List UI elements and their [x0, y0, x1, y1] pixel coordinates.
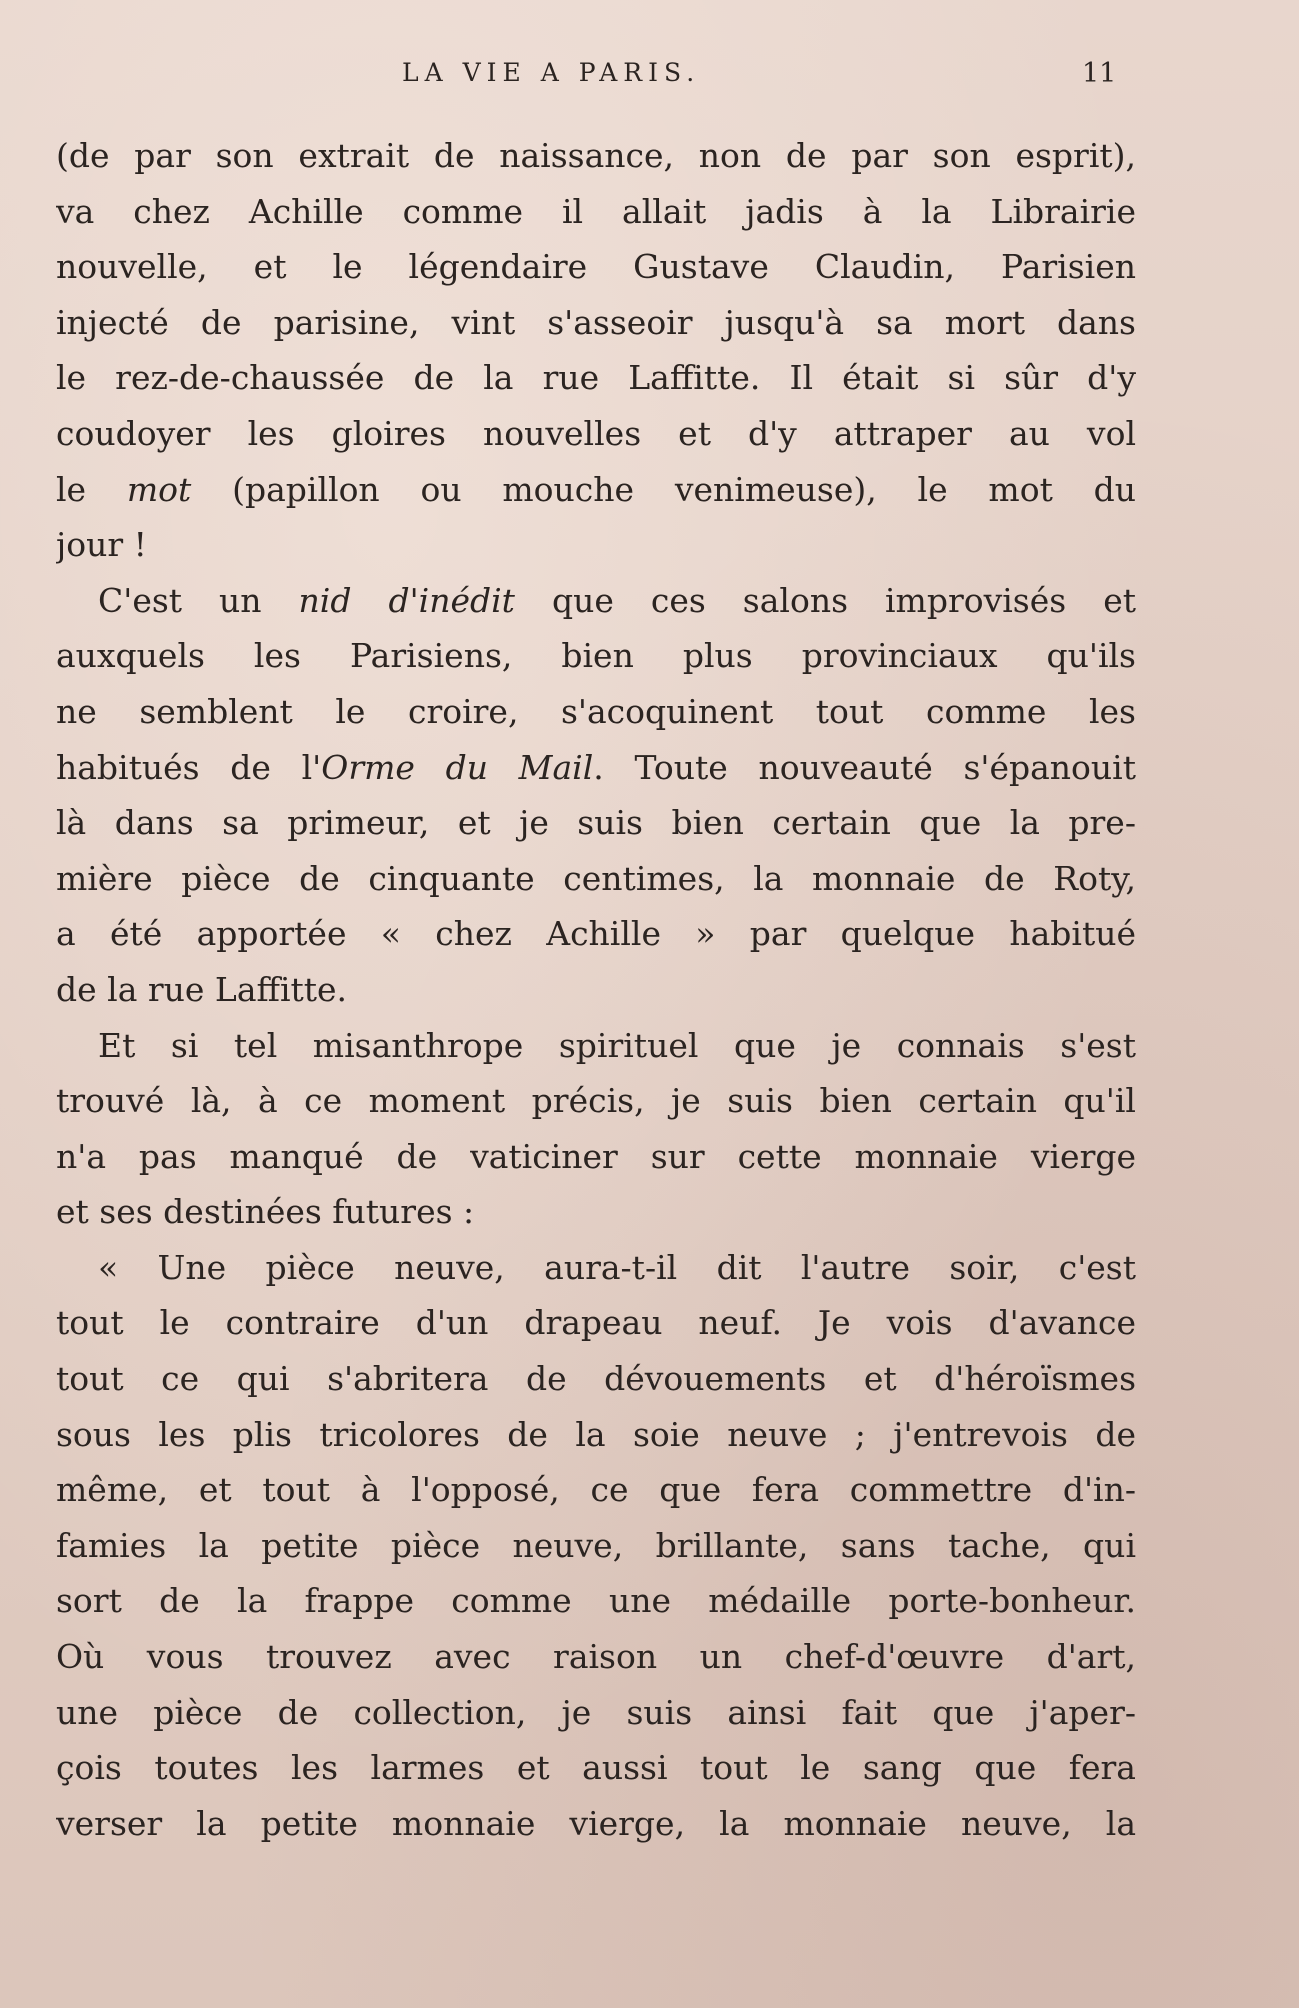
text-segment: sort de la frappe comme une médaille porte-bonheur.	[56, 1581, 1136, 1621]
text-segment: le rez-de-chaussée de la rue Laffitte. Il était si sûr d'y	[56, 358, 1136, 398]
text-segment: Où vous trouvez avec raison un chef-d'œuvre d'art,	[56, 1637, 1136, 1677]
text-segment: verser la petite monnaie vierge, la monnaie neuve, la	[56, 1803, 1136, 1843]
text-segment: habitués de l'	[56, 747, 322, 787]
text-segment: mière pièce de cinquante centimes, la monnaie de Roty,	[56, 858, 1136, 898]
text-line	[56, 1407, 1136, 1463]
italic-text: nid d'inédit	[298, 580, 515, 620]
text-line	[56, 128, 1136, 184]
text-line	[56, 462, 1136, 518]
text-segment: tout le contraire d'un drapeau neuf. Je vois d'avance	[56, 1303, 1136, 1343]
text-line	[56, 1629, 1136, 1685]
text-segment: . Toute nouveauté s'épanouit	[593, 747, 1136, 787]
text-line	[56, 740, 1136, 796]
text-segment: a été apportée « chez Achille » par quelque habitué	[56, 914, 1136, 954]
text-line	[56, 1073, 1136, 1129]
text-segment: çois toutes les larmes et aussi tout le sang que fera	[56, 1748, 1136, 1788]
text-segment: auxquels les Parisiens, bien plus provinciaux qu'ils	[56, 636, 1136, 676]
text-segment: nouvelle, et le légendaire Gustave Claudin, Parisien	[56, 247, 1136, 287]
text-segment: « Une pièce neuve, aura-t-il dit l'autre soir, c'est	[98, 1247, 1136, 1287]
text-segment: le	[56, 469, 127, 509]
text-line	[56, 795, 1136, 851]
text-line	[56, 406, 1136, 462]
text-segment: tout ce qui s'abritera de dévouements et d'héroïsmes	[56, 1359, 1136, 1399]
text-segment: va chez Achille comme il allait jadis à la Librairie	[56, 191, 1136, 231]
text-line	[56, 573, 1136, 629]
text-line	[56, 1351, 1136, 1407]
text-line	[56, 1462, 1136, 1518]
text-line	[56, 962, 1136, 1018]
text-line	[56, 295, 1136, 351]
running-head	[0, 58, 1299, 98]
text-segment: C'est un	[98, 580, 299, 620]
text-line	[56, 851, 1136, 907]
text-line	[56, 1518, 1136, 1574]
text-segment: que ces salons improvisés et	[514, 580, 1136, 620]
text-segment: Et si tel misanthrope spirituel que je connais s'est	[98, 1025, 1136, 1065]
text-segment: injecté de parisine, vint s'asseoir jusqu'à sa mort dans	[56, 302, 1136, 342]
text-line	[56, 628, 1136, 684]
text-segment: (papillon ou mouche venimeuse), le mot du	[191, 469, 1136, 509]
text-line	[56, 350, 1136, 406]
italic-text: mot	[126, 469, 192, 509]
text-segment: et ses destinées futures :	[56, 1192, 475, 1232]
text-segment: jour !	[56, 525, 147, 565]
text-segment: famies la petite pièce neuve, brillante, sans tache, qui	[56, 1525, 1136, 1565]
text-line	[56, 1685, 1136, 1741]
text-segment: même, et tout à l'opposé, ce que fera commettre d'in-	[56, 1470, 1136, 1510]
text-line	[56, 517, 1136, 573]
text-segment: coudoyer les gloires nouvelles et d'y attraper au vol	[56, 413, 1136, 453]
text-line	[56, 1295, 1136, 1351]
text-segment: trouvé là, à ce moment précis, je suis bien certain qu'il	[56, 1081, 1136, 1121]
text-line	[56, 1129, 1136, 1185]
text-segment: là dans sa primeur, et je suis bien certain que la pre-	[56, 803, 1136, 843]
text-line	[56, 1018, 1136, 1074]
text-line	[56, 1184, 1136, 1240]
text-line	[56, 184, 1136, 240]
text-segment: sous les plis tricolores de la soie neuve ; j'entrevois de	[56, 1414, 1136, 1454]
italic-text: Orme du Mail	[321, 747, 594, 787]
text-line	[56, 1573, 1136, 1629]
text-line	[56, 239, 1136, 295]
text-line	[56, 1796, 1136, 1852]
text-segment: de la rue Laffitte.	[56, 969, 348, 1009]
page-number: 11	[1082, 58, 1117, 89]
text-segment: ne semblent le croire, s'acoquinent tout comme les	[56, 691, 1136, 731]
text-segment: n'a pas manqué de vaticiner sur cette monnaie vierge	[56, 1136, 1136, 1176]
text-line	[56, 906, 1136, 962]
text-segment: une pièce de collection, je suis ainsi fait que j'aper-	[56, 1692, 1136, 1732]
running-title: LA VIE A PARIS.	[402, 58, 701, 87]
text-line	[56, 1240, 1136, 1296]
text-line	[56, 1740, 1136, 1796]
text-line	[56, 684, 1136, 740]
body-text	[56, 128, 1136, 1851]
text-segment: (de par son extrait de naissance, non de par son esprit),	[56, 136, 1136, 175]
